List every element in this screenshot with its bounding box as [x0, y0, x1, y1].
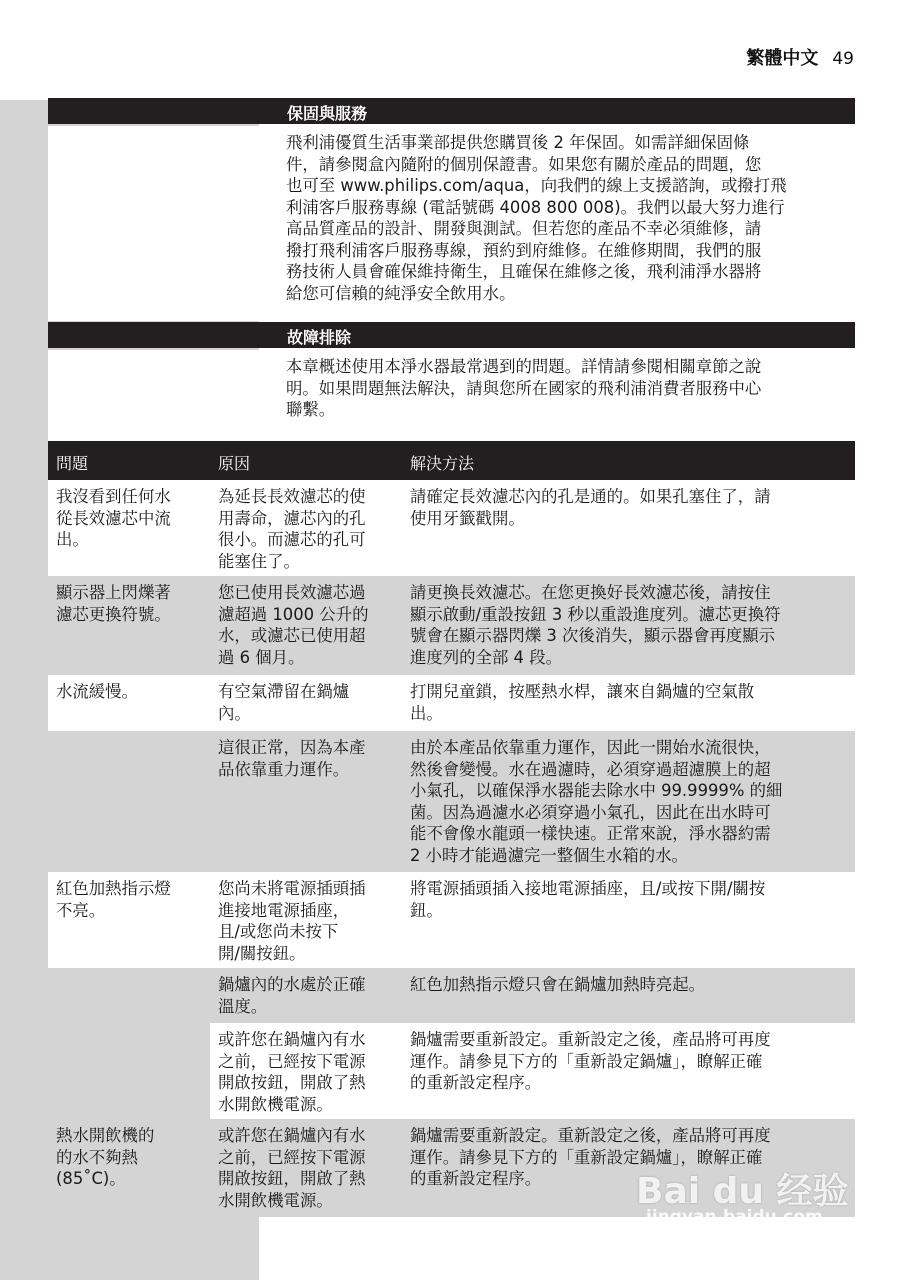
troubleshooting-table [48, 441, 855, 1217]
solution-cell [410, 486, 840, 529]
troubleshooting-title: 故障排除 [287, 328, 352, 347]
page-header [746, 44, 854, 70]
cause-line: 用壽命，濾芯內的孔 [218, 508, 366, 528]
problem-line: 出。 [56, 530, 89, 549]
header-problem: 問題 [56, 454, 89, 473]
cause-line: 過 6 個月。 [218, 647, 305, 667]
solution-line: 使用牙籤戳開。 [410, 508, 525, 528]
cause-line: 進接地電源插座， [218, 900, 350, 920]
warranty-line: 撥打飛利浦客戶服務專線，預約到府維修。在維修期間，我們的服 [286, 240, 762, 260]
warranty-title: 保固與服務 [287, 104, 368, 123]
cause-line: 這很正常，因為本產 [218, 738, 366, 757]
page-number: 49 [832, 49, 854, 69]
cause-line: 開/關按鈕。 [218, 943, 306, 963]
problem-cell [56, 486, 196, 551]
troubleshooting-section-bar [48, 322, 855, 348]
intro-line: 本章概述使用本淨水器最常遇到的問題。詳情請參閱相關章節之說 [286, 357, 762, 376]
cause-line: 有空氣滯留在鍋爐 [218, 682, 350, 701]
intro-line: 明。如果問題無法解決，請與您所在國家的飛利浦消費者服務中心 [286, 378, 762, 398]
solution-cell [410, 582, 840, 668]
problem-line: 顯示器上閃爍著 [56, 583, 171, 602]
solution-line: 號會在顯示器閃爍 3 次後消失，顯示器會再度顯示 [410, 626, 776, 645]
problem-line: 熱水開飲機的 [56, 1126, 155, 1145]
cause-cell [218, 486, 398, 572]
problem-line: 不亮。 [56, 900, 106, 920]
cause-line: 或許您在鍋爐內有水 [218, 1030, 366, 1049]
cause-line: 之前，已經按下電源 [218, 1147, 366, 1167]
warranty-line: 高品質產品的設計、開發與測試。但若您的產品不幸必須維修，請 [286, 219, 762, 238]
solution-line: 由於本產品依靠重力運作，因此一開始水流很快， [410, 738, 771, 757]
solution-cell [410, 878, 840, 921]
solution-line: 進度列的全部 4 段。 [410, 647, 562, 667]
problem-line: 紅色加熱指示燈 [56, 879, 171, 898]
cause-line: 且/或您尚未按下 [218, 922, 339, 941]
margin-gap [48, 350, 259, 442]
problem-line: 從長效濾芯中流 [56, 508, 171, 528]
solution-line: 運作。請參見下方的「重新設定鍋爐」，瞭解正確 [410, 1147, 763, 1167]
cause-line: 您已使用長效濾芯過 [218, 583, 366, 602]
cause-line: 開啟按鈕，開啟了熱 [218, 1169, 366, 1188]
cause-line: 為延長長效濾芯的使 [218, 487, 366, 506]
warranty-line: 飛利浦優質生活事業部提供您購買後 2 年保固。如需詳細保固條 [286, 133, 750, 152]
solution-line: 將電源插頭插入接地電源插座，且/或按下開/關按 [410, 879, 766, 898]
cause-cell [218, 878, 398, 964]
cause-cell [218, 681, 398, 724]
header-cause: 原因 [218, 454, 251, 473]
problem-cell [56, 1125, 196, 1190]
solution-line: 的重新設定程序。 [410, 1073, 542, 1092]
table-row [48, 968, 855, 1023]
warranty-line: 給您可信賴的純淨安全飲用水。 [286, 283, 516, 303]
solution-line: 請確定長效濾芯內的孔是通的。如果孔塞住了，請 [410, 487, 771, 506]
solution-line: 出。 [410, 703, 443, 723]
cause-cell [218, 1125, 398, 1211]
table-header [48, 441, 855, 480]
solution-cell [410, 737, 840, 866]
cause-line: 之前，已經按下電源 [218, 1051, 366, 1071]
intro-line: 聯繫。 [286, 400, 336, 419]
cause-line: 水開飲機電源。 [218, 1190, 333, 1210]
table-row [48, 675, 855, 731]
cause-line: 品依靠重力運作。 [218, 759, 350, 779]
solution-line: 的重新設定程序。 [410, 1169, 542, 1188]
solution-line: 打開兒童鎖，按壓熱水桿，讓來自鍋爐的空氣散 [410, 682, 755, 701]
solution-line: 鍋爐需要重新設定。重新設定之後，產品將可再度 [410, 1126, 771, 1145]
cause-line: 內。 [218, 703, 251, 723]
problem-line: 我沒看到任何水 [56, 487, 171, 506]
margin-gap [48, 126, 259, 321]
language-label: 繁體中文 [746, 48, 819, 69]
table-row [48, 480, 855, 576]
cause-cell [218, 974, 398, 1017]
solution-cell [410, 681, 840, 724]
problem-line: 濾芯更換符號。 [56, 604, 171, 624]
solution-line: 菌。因為過濾水必須穿過小氣孔，因此在出水時可 [410, 802, 771, 822]
cause-line: 或許您在鍋爐內有水 [218, 1126, 366, 1145]
table-row [48, 1023, 855, 1119]
cause-line: 溫度。 [218, 996, 268, 1016]
cause-line: 濾超過 1000 公升的 [218, 604, 369, 624]
solution-line: 鈕。 [410, 900, 443, 920]
warranty-section-bar [48, 98, 855, 124]
solution-line: 2 小時才能過濾完一整個生水箱的水。 [410, 845, 688, 865]
cause-cell [218, 582, 398, 668]
solution-line: 能不會像水龍頭一樣快速。正常來說，淨水器約需 [410, 824, 771, 843]
baidu-watermark [636, 1163, 849, 1227]
cause-line: 鍋爐內的水處於正確 [218, 975, 366, 994]
solution-line: 請更換長效濾芯。在您更換好長效濾芯後，請按住 [410, 583, 771, 602]
cause-cell [218, 737, 398, 780]
warranty-line: 務技術人員會確保維持衛生，且確保在維修之後，飛利浦淨水器將 [286, 262, 762, 281]
warranty-body [286, 132, 854, 304]
solution-cell [410, 1029, 840, 1094]
solution-line: 運作。請參見下方的「重新設定鍋爐」，瞭解正確 [410, 1051, 763, 1071]
header-solution: 解決方法 [410, 454, 475, 473]
watermark-url: jingyan.baidu.com [646, 1207, 823, 1227]
cause-line: 很小。而濾芯的孔可 [218, 530, 366, 549]
warranty-line: 利浦客戶服務專線 (電話號碼 4008 800 008)。我們以最大努力進行 [286, 197, 785, 217]
table-row [48, 872, 855, 968]
solution-line: 小氣孔，以確保淨水器能去除水中 99.9999% 的細 [410, 781, 783, 800]
troubleshooting-intro [286, 356, 854, 421]
problem-line: 的水不夠熱 [56, 1147, 138, 1167]
problem-cell [56, 878, 196, 921]
cause-line: 您尚未將電源插頭插 [218, 879, 366, 898]
cause-line: 水，或濾芯已使用超 [218, 626, 366, 645]
warranty-line: 也可至 www.philips.com/aqua，向我們的線上支援諮詢，或撥打飛 [286, 176, 787, 195]
table-row [48, 576, 855, 675]
problem-cell [56, 681, 196, 703]
solution-line: 紅色加熱指示燈只會在鍋爐加熱時亮起。 [410, 975, 706, 994]
cause-line: 能塞住了。 [218, 551, 300, 571]
warranty-line: 件，請參閱盒內隨附的個別保證書。如果您有關於產品的問題，您 [286, 154, 762, 174]
problem-cell [56, 582, 196, 625]
watermark-logo: Bai du 经验 [636, 1171, 849, 1212]
solution-line: 然後會變慢。水在過濾時，必須穿過超濾膜上的超 [410, 759, 771, 779]
problem-line: (85˚C)。 [56, 1169, 126, 1188]
solution-line: 顯示啟動/重設按鈕 3 秒以重設進度列。濾芯更換符 [410, 604, 781, 624]
problem-line: 水流緩慢。 [56, 682, 138, 701]
cause-line: 水開飲機電源。 [218, 1094, 333, 1114]
solution-cell [410, 974, 840, 996]
cause-cell [218, 1029, 398, 1115]
table-row [48, 731, 855, 872]
cause-line: 開啟按鈕，開啟了熱 [218, 1073, 366, 1092]
solution-line: 鍋爐需要重新設定。重新設定之後，產品將可再度 [410, 1030, 771, 1049]
